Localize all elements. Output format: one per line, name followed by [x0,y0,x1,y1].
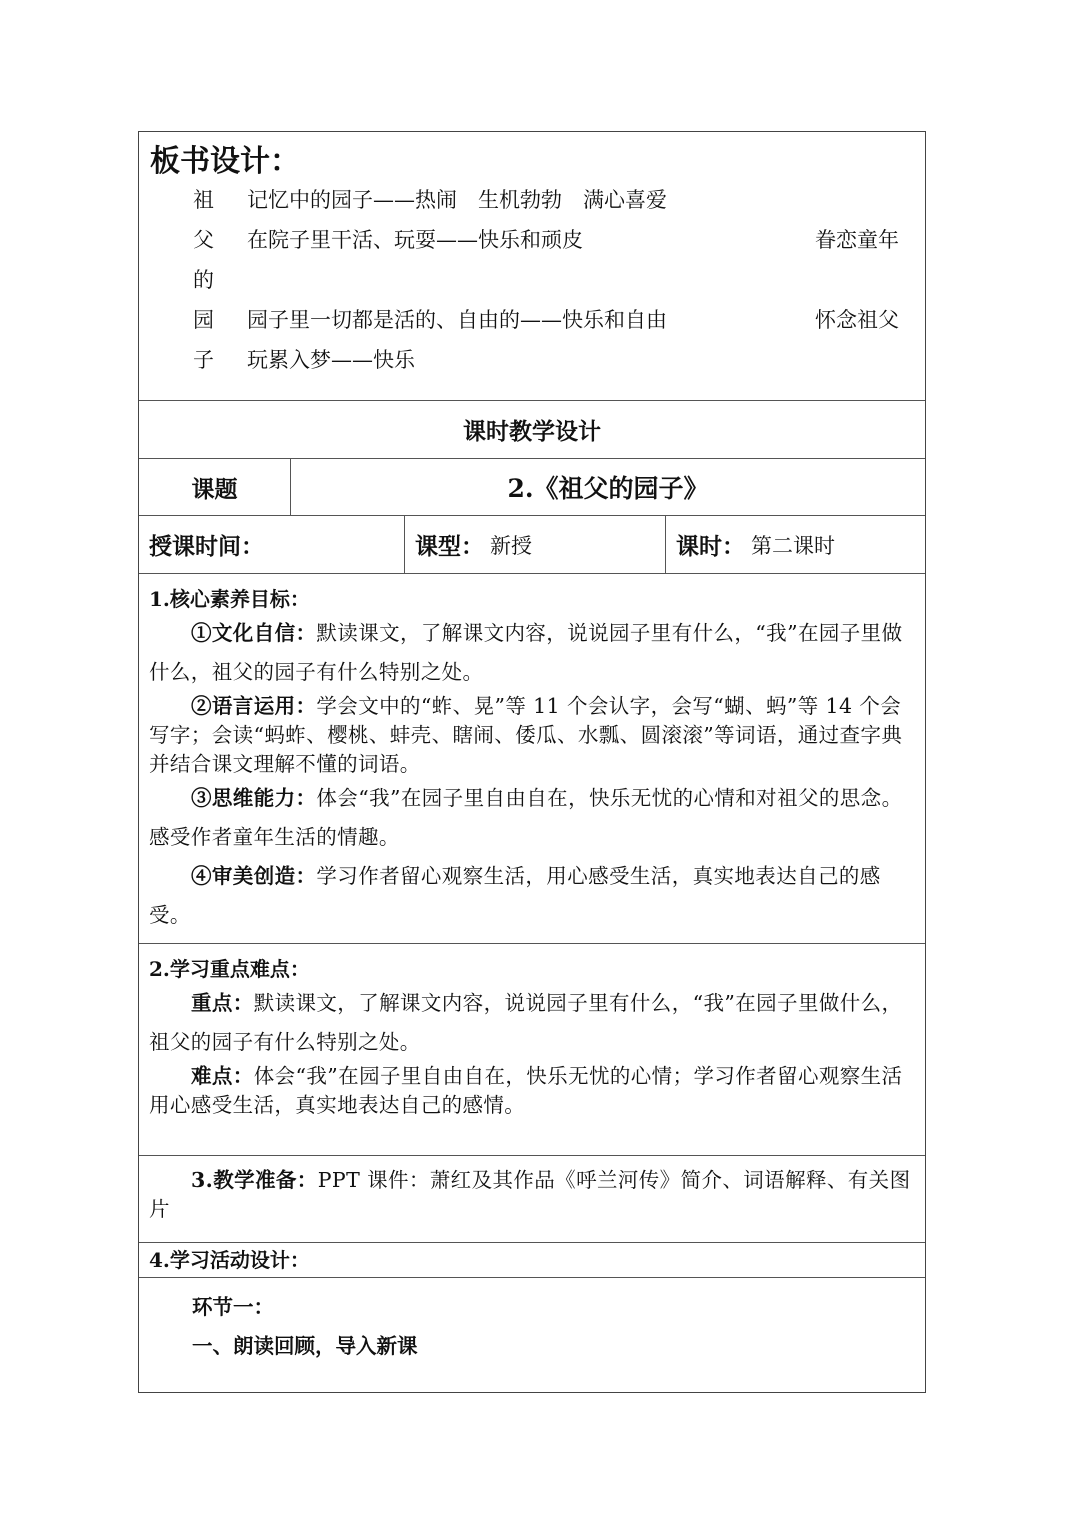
goal-item [149,857,915,935]
goal-text: 学会文中的“蚱、晃”等 11 个会认字，会写“蝴、蚂”等 14 个会写字；会读“蚂蚱、樱桃、蚌壳、瞎闹、倭瓜、水瓢、圆滚滚”等词语，通过查字典并结合课文理解不懂的词语。 [149,694,903,776]
activity-section [139,1278,925,1392]
goals-section [139,574,925,944]
topic-label: 课题 [139,459,291,515]
board-line [139,184,925,224]
board-line [139,264,925,304]
topic-name: 2.《祖父的园子》 [507,474,709,503]
topic-row [139,459,925,516]
board-line-summary: 眷恋童年 [815,228,899,252]
focus-label: 重点： [191,991,254,1015]
goal-item [149,779,915,857]
goal-item [149,614,915,692]
preparation-text: PPT 课件：萧红及其作品《呼兰河传》简介、词语解释、有关图片 [149,1168,911,1221]
board-line-text: 玩累入梦——快乐 [247,348,415,372]
board-design-title: 板书设计： [150,144,300,179]
board-line [139,344,925,384]
goal-label: ③思维能力： [191,786,317,810]
difficulty-label: 难点： [191,1064,254,1088]
board-line [139,224,925,264]
goal-label: ①文化自信： [191,621,317,645]
board-line-summary: 怀念祖父 [815,308,899,332]
lesson-info-row [139,516,925,574]
board-design-section [139,132,925,401]
difficulty-text: 体会“我”在园子里自由自在，快乐无忧的心情；学习作者留心观察生活用心感受生活，真实地表达自己的感情。 [149,1064,903,1117]
key-points-heading: 2.学习重点难点： [149,957,310,981]
focus-text: 默读课文，了解课文内容，说说园子里有什么，“我”在园子里做什么，祖父的园子有什么特别之处。 [149,991,903,1054]
difficulty-item [149,1062,915,1120]
focus-item [149,984,915,1062]
lesson-design-heading: 课时教学设计 [139,401,925,459]
goal-label: ④审美创造： [191,864,317,888]
board-vertical-char: 园 [193,308,214,332]
lesson-plan-table [138,131,926,1393]
preparation-label: 3.教学准备： [191,1168,318,1192]
time-label: 授课时间： [149,533,264,560]
type-label: 课型： [415,533,484,560]
type-cell [405,516,666,573]
preparation-item [149,1166,915,1224]
board-line-text: 记忆中的园子——热闹 生机勃勃 满心喜爱 [247,188,667,212]
activity-step: 环节一： [192,1295,274,1319]
board-vertical-char: 父 [193,228,214,252]
goal-text: 体会“我”在园子里自由自在，快乐无忧的心情和对祖父的思念。感受作者童年生活的情趣。 [149,786,903,849]
period-value: 第二课时 [751,533,835,558]
board-vertical-char: 的 [193,268,214,292]
activity-heading: 4.学习活动设计： [139,1243,925,1278]
goal-label: ②语言运用： [191,694,317,718]
board-line-text: 园子里一切都是活的、自由的——快乐和自由 [247,308,667,332]
goal-item [149,692,915,779]
board-line [139,304,925,344]
goals-heading: 1.核心素养目标： [149,587,310,611]
board-vertical-char: 子 [193,348,214,372]
goal-text: 学习作者留心观察生活，用心感受生活，真实地表达自己的感受。 [149,864,881,927]
goal-text: 默读课文，了解课文内容，说说园子里有什么，“我”在园子里做什么，祖父的园子有什么特别之处。 [149,621,903,684]
board-vertical-char: 祖 [193,188,214,212]
type-value: 新授 [490,533,532,558]
preparation-section [139,1156,925,1243]
board-line-text: 在院子里干活、玩耍——快乐和顽皮 [247,228,583,252]
period-cell [666,516,925,573]
key-points-section [139,944,925,1156]
period-label: 课时： [676,533,745,560]
activity-section-title: 一、朗读回顾，导入新课 [192,1334,418,1358]
time-cell [139,516,405,573]
